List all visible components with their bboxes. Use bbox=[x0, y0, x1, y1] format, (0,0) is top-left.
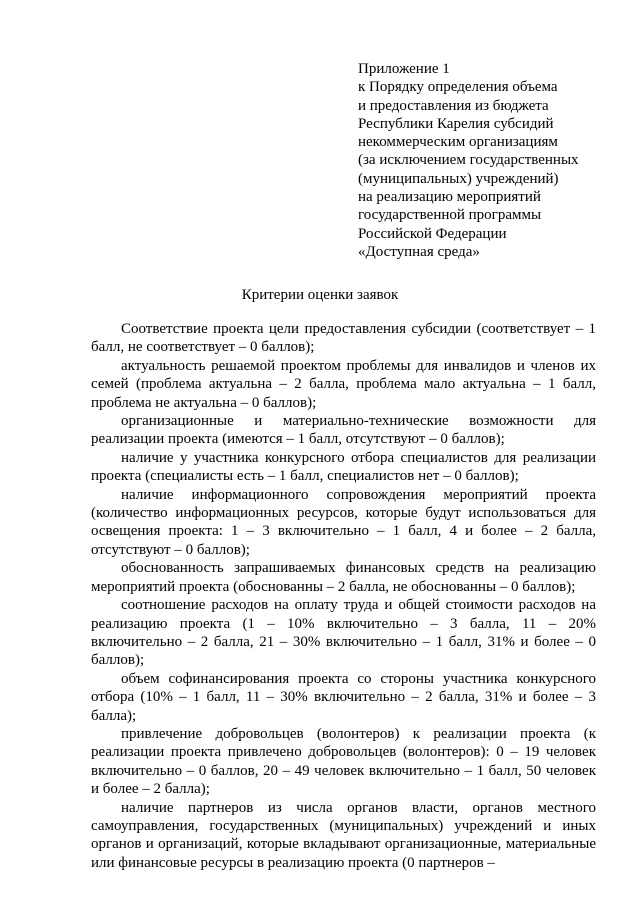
criterion-paragraph: соотношение расходов на оплату труда и общей стоимости расходов на реализацию проекта (1 – 10% включительно – 3 балла, 11 – 20% включительно – 2 балла, 21 – 30% включительно – 1 балл, 31% и более – 0 баллов); bbox=[91, 597, 596, 669]
appendix-line: и предоставления из бюджета bbox=[358, 97, 549, 114]
appendix-line: «Доступная среда» bbox=[358, 243, 480, 260]
criterion-paragraph: наличие партнеров из числа органов власти, органов местного самоуправления, государственных (муниципальных) учреждений и иных органов и организаций, которые вкладывают организационные, материальные или финансовые ресурсы в реализацию проекта (0 партнеров – bbox=[91, 799, 596, 871]
criterion-paragraph: наличие у участника конкурсного отбора специалистов для реализации проекта (специалисты есть – 1 балл, специалистов нет – 0 баллов); bbox=[91, 449, 596, 485]
criteria-list bbox=[91, 320, 596, 872]
appendix-line: некоммерческим организациям bbox=[358, 134, 558, 151]
appendix-line: к Порядку определения объема bbox=[358, 79, 558, 96]
criterion-paragraph: организационные и материально-технические возможности для реализации проекта (имеются – 1 балл, отсутствуют – 0 баллов); bbox=[91, 413, 596, 448]
criterion-paragraph: актуальность решаемой проектом проблемы для инвалидов и членов их семей (проблема актуальна – 2 балла, проблема мало актуальна – 1 балл, проблема не актуальна – 0 баллов); bbox=[91, 357, 596, 411]
criterion-paragraph: объем софинансирования проекта со стороны участника конкурсного отбора (10% – 1 балл, 11 – 30% включительно – 2 балла, 31% и более – 3 балла); bbox=[91, 670, 596, 724]
appendix-line: (за исключением государственных bbox=[358, 152, 579, 169]
appendix-line: (муниципальных) учреждений) bbox=[358, 170, 559, 187]
appendix-line: Приложение 1 bbox=[358, 61, 450, 77]
criterion-paragraph: обоснованность запрашиваемых финансовых средств на реализацию мероприятий проекта (обоснованны – 2 балла, не обоснованны – 0 баллов); bbox=[91, 560, 596, 595]
appendix-line: Российской Федерации bbox=[358, 225, 507, 242]
document-title: Критерии оценки заявок bbox=[241, 287, 399, 303]
criterion-paragraph: наличие информационного сопровождения мероприятий проекта (количество информационных ресурсов, которые будут использоваться для освещения проекта: 1 – 3 включительно – 1 балл, 4 и более – 2 балла, отсутствуют – 0 баллов); bbox=[91, 486, 596, 558]
appendix-line: Республики Карелия субсидий bbox=[358, 115, 554, 132]
appendix-line: на реализацию мероприятий bbox=[358, 189, 541, 206]
appendix-line: государственной программы bbox=[358, 207, 542, 224]
criterion-paragraph: привлечение добровольцев (волонтеров) к реализации проекта (к реализации проекта привлечено добровольцев (волонтеров): 0 – 19 человек включительно – 0 баллов, 20 – 49 человек включительно – 1 балл, 50 человек и более – 2 балла); bbox=[91, 725, 596, 798]
appendix-header bbox=[358, 60, 628, 261]
criterion-paragraph: Соответствие проекта цели предоставления субсидии (соответствует – 1 балл, не соответствует – 0 баллов); bbox=[91, 321, 596, 356]
